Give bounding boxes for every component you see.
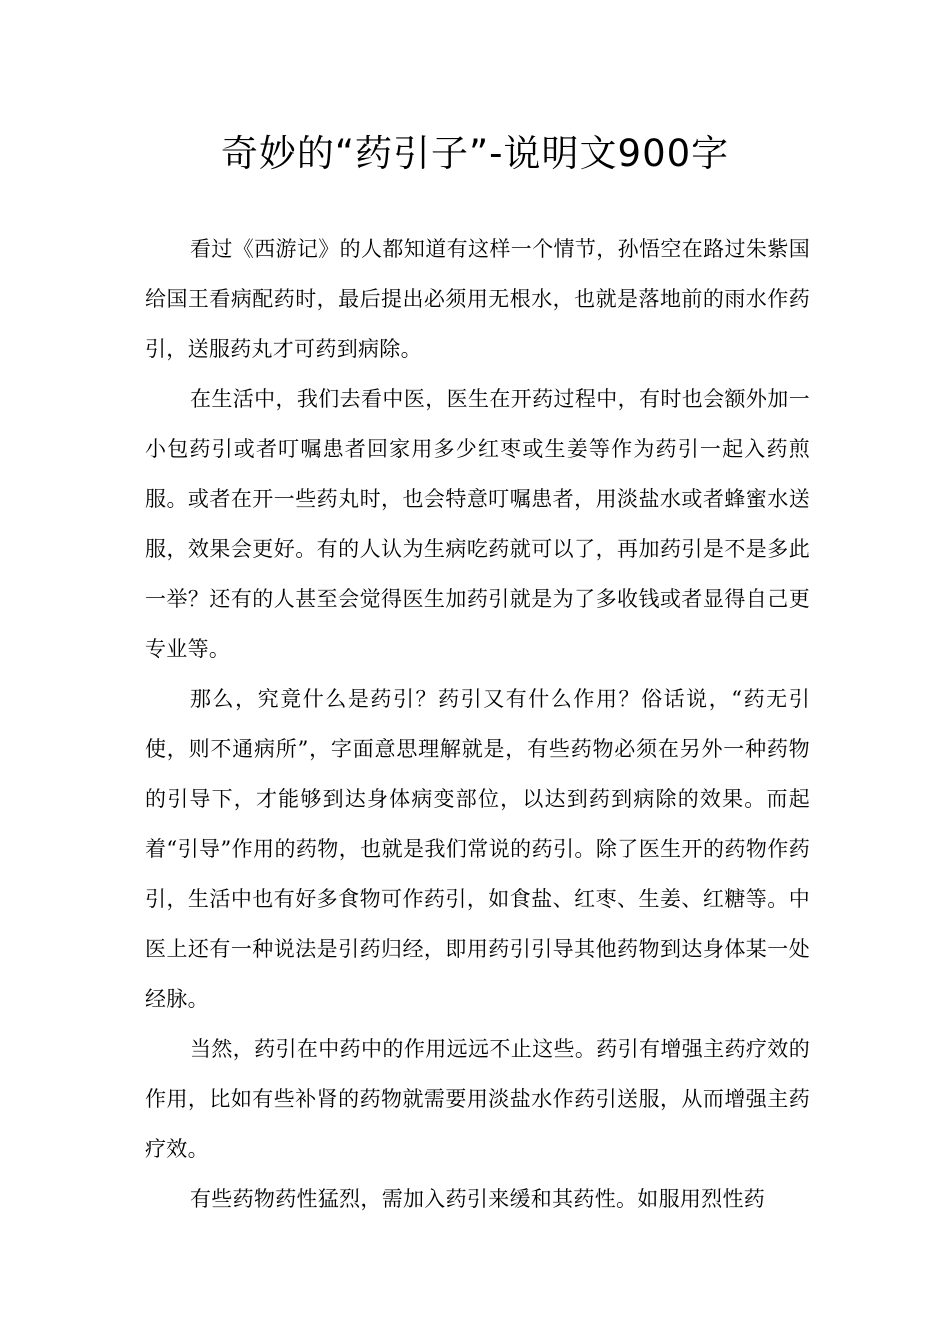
paragraph-5: 有些药物药性猛烈，需加入药引来缓和其药性。如服用烈性药: [190, 1187, 766, 1211]
document-body: [145, 224, 810, 1224]
paragraph-2: 在生活中，我们去看中医，医生在开药过程中，有时也会额外加一小包药引或者叮嘱患者回家用多少红枣或生姜等作为药引一起入药煎服。或者在开一些药丸时，也会特意叮嘱患者，用淡盐水或者蜂蜜水送服，效果会更好。有的人认为生病吃药就可以了，再加药引是不是多此一举？还有的人甚至会觉得医生加药引就是为了多收钱或者显得自己更专业等。: [145, 387, 810, 661]
paragraph-4: 当然，药引在中药中的作用远远不止这些。药引有增强主药疗效的作用，比如有些补肾的药物就需要用淡盐水作药引送服，从而增强主药疗效。: [145, 1037, 810, 1161]
document-title: 奇妙的“药引子”-说明文900字: [220, 132, 730, 175]
paragraph-3: 那么，究竟什么是药引？药引又有什么作用？俗话说，“药无引使，则不通病所”，字面意思理解就是，有些药物必须在另外一种药物的引导下，才能够到达身体病变部位，以达到药到病除的效果。而起着“引导”作用的药物，也就是我们常说的药引。除了医生开的药物作药引，生活中也有好多食物可作药引，如食盐、红枣、生姜、红糖等。中医上还有一种说法是引药归经，即用药引引导其他药物到达身体某一处经脉。: [145, 687, 810, 1011]
paragraph-1: 看过《西游记》的人都知道有这样一个情节，孙悟空在路过朱紫国给国王看病配药时，最后提出必须用无根水，也就是落地前的雨水作药引，送服药丸才可药到病除。: [145, 237, 810, 361]
